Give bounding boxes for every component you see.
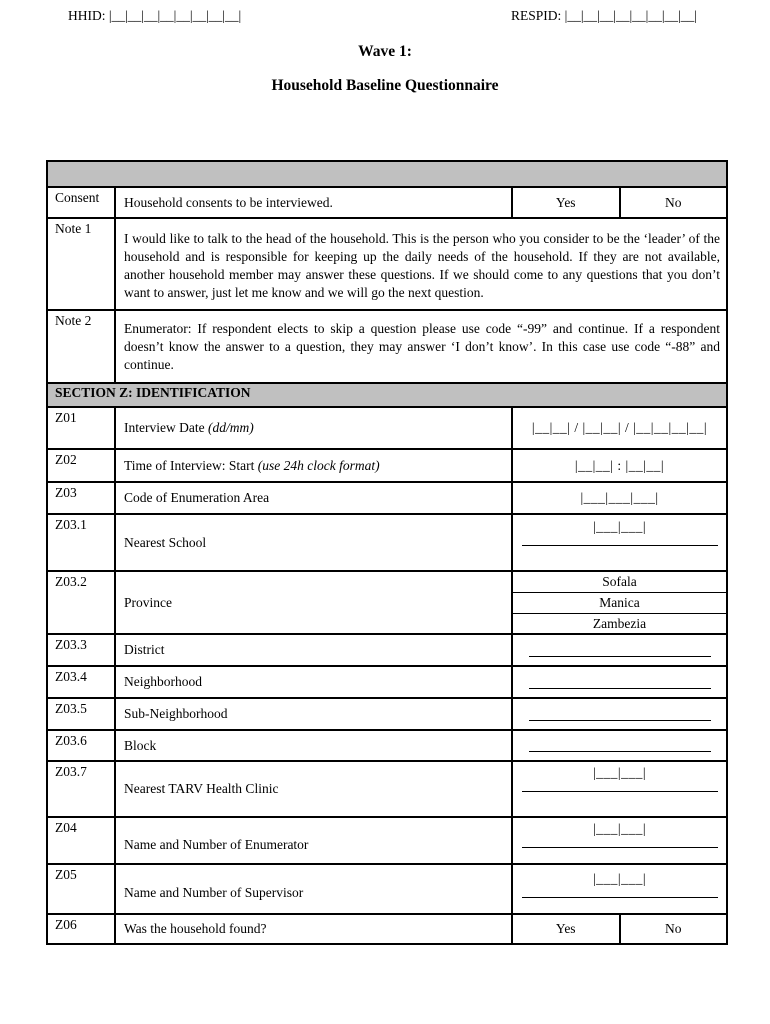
z01-row [48,408,726,450]
row-code: Z03.2 [48,572,116,633]
row-code: Z02 [48,450,116,481]
row-code: Z05 [48,865,116,913]
z03-answer[interactable] [511,483,726,513]
z01-hint: (dd/mm) [207,420,254,435]
z02-answer[interactable] [511,450,726,481]
table-header-band [48,162,726,188]
note2-row [48,311,726,384]
z031-row [48,515,726,572]
code-boxes: |___|___| [592,765,647,780]
note2-text: Enumerator: If respondent elects to skip a question please use code “-99” and continue. If a respondent doesn’t know the answer to a question, they may answer ‘I don’t know’. In this case use code “-88” and continue. [124,321,720,372]
row-code: Z03.4 [48,667,116,697]
z033-answer[interactable] [511,635,726,665]
write-line[interactable] [522,897,718,898]
z034-question: Neighborhood [124,674,202,689]
section-z-heading: SECTION Z: IDENTIFICATION [48,384,726,408]
row-code: Note 2 [48,311,116,382]
write-line[interactable] [522,545,718,546]
consent-yes-option[interactable]: Yes [513,188,621,217]
note1-row [48,219,726,311]
z034-answer[interactable] [511,667,726,697]
z036-answer[interactable] [511,731,726,760]
row-code: Z03.7 [48,762,116,816]
note1-text-cell [116,219,726,309]
row-code: Z03.3 [48,635,116,665]
z01-question [116,408,511,448]
z037-answer[interactable] [511,762,726,816]
code-boxes: |___|___| [592,519,647,534]
write-line[interactable] [522,791,718,792]
questionnaire-title: Household Baseline Questionnaire [271,77,499,94]
z032-answer [511,572,726,633]
row-code: Z03.5 [48,699,116,729]
row-code: Consent [48,188,116,217]
z03-question: Code of Enumeration Area [124,490,270,505]
z036-question: Block [124,737,157,753]
consent-no-option[interactable]: No [665,194,682,210]
z02-label: Time of Interview: Start [124,457,255,473]
questionnaire-table [46,160,728,945]
z033-question: District [124,642,165,657]
z035-question: Sub-Neighborhood [124,706,228,721]
write-line[interactable] [529,720,711,721]
z04-question: Name and Number of Enumerator [124,836,309,852]
z01-answer[interactable] [511,408,726,448]
z02-question [116,450,511,481]
consent-question: Household consents to be interviewed. [124,194,333,210]
row-code: Z03.1 [48,515,116,570]
consent-answer [511,188,726,217]
z035-row [48,699,726,731]
province-option-zambezia[interactable]: Zambezia [592,616,647,631]
write-line[interactable] [529,688,711,689]
consent-row [48,188,726,219]
write-line[interactable] [522,847,718,848]
code-boxes: |___|___|___| [580,490,659,505]
z06-answer [511,915,726,943]
z05-question: Name and Number of Supervisor [124,885,304,900]
z037-question: Nearest TARV Health Clinic [124,781,279,796]
z06-yes-option[interactable]: Yes [513,915,621,943]
row-code: Note 1 [48,219,116,309]
z02-row [48,450,726,483]
date-boxes: |__|__| / |__|__| / |__|__|__|__| [531,420,708,435]
z03-row [48,483,726,515]
province-option-sofala[interactable]: Sofala [513,572,726,593]
z037-row [48,762,726,818]
z036-row [48,731,726,762]
z06-no-option[interactable]: No [665,921,682,936]
z031-answer[interactable] [511,515,726,570]
hhid-field: HHID: |__|__|__|__|__|__|__|__| [68,8,242,23]
z01-label: Interview Date [124,420,205,435]
z032-row [48,572,726,635]
z02-hint: (use 24h clock format) [257,457,380,473]
z031-question: Nearest School [124,534,207,550]
province-option-manica[interactable]: Manica [513,593,726,614]
time-boxes: |__|__| : |__|__| [574,457,665,473]
code-boxes: |___|___| [592,871,647,886]
code-boxes: |___|___| [592,821,647,836]
note1-text: I would like to talk to the head of the household. This is the person who you consider to be the ‘leader’ of the household and is responsible for keeping up the daily needs of the household. If they are not available, another household member may answer these questions. If we should come to any questions that you don’t want to answer, just let me know and we will go the next question. [124,231,720,300]
respid-field: RESPID: |__|__|__|__|__|__|__|__| [511,8,697,23]
z034-row [48,667,726,699]
row-code: Z06 [48,915,116,943]
z04-row [48,818,726,865]
write-line[interactable] [529,656,711,657]
z05-row [48,865,726,915]
row-code: Z01 [48,408,116,448]
z05-answer[interactable] [511,865,726,913]
z033-row [48,635,726,667]
wave-title: Wave 1: [358,43,412,60]
z06-question: Was the household found? [124,921,267,936]
z04-answer[interactable] [511,818,726,863]
write-line[interactable] [529,751,711,752]
row-code: Z03.6 [48,731,116,760]
z06-row [48,915,726,943]
row-code: Z04 [48,818,116,863]
row-code: Z03 [48,483,116,513]
z032-question: Province [124,594,172,610]
note2-text-cell [116,311,726,382]
z035-answer[interactable] [511,699,726,729]
